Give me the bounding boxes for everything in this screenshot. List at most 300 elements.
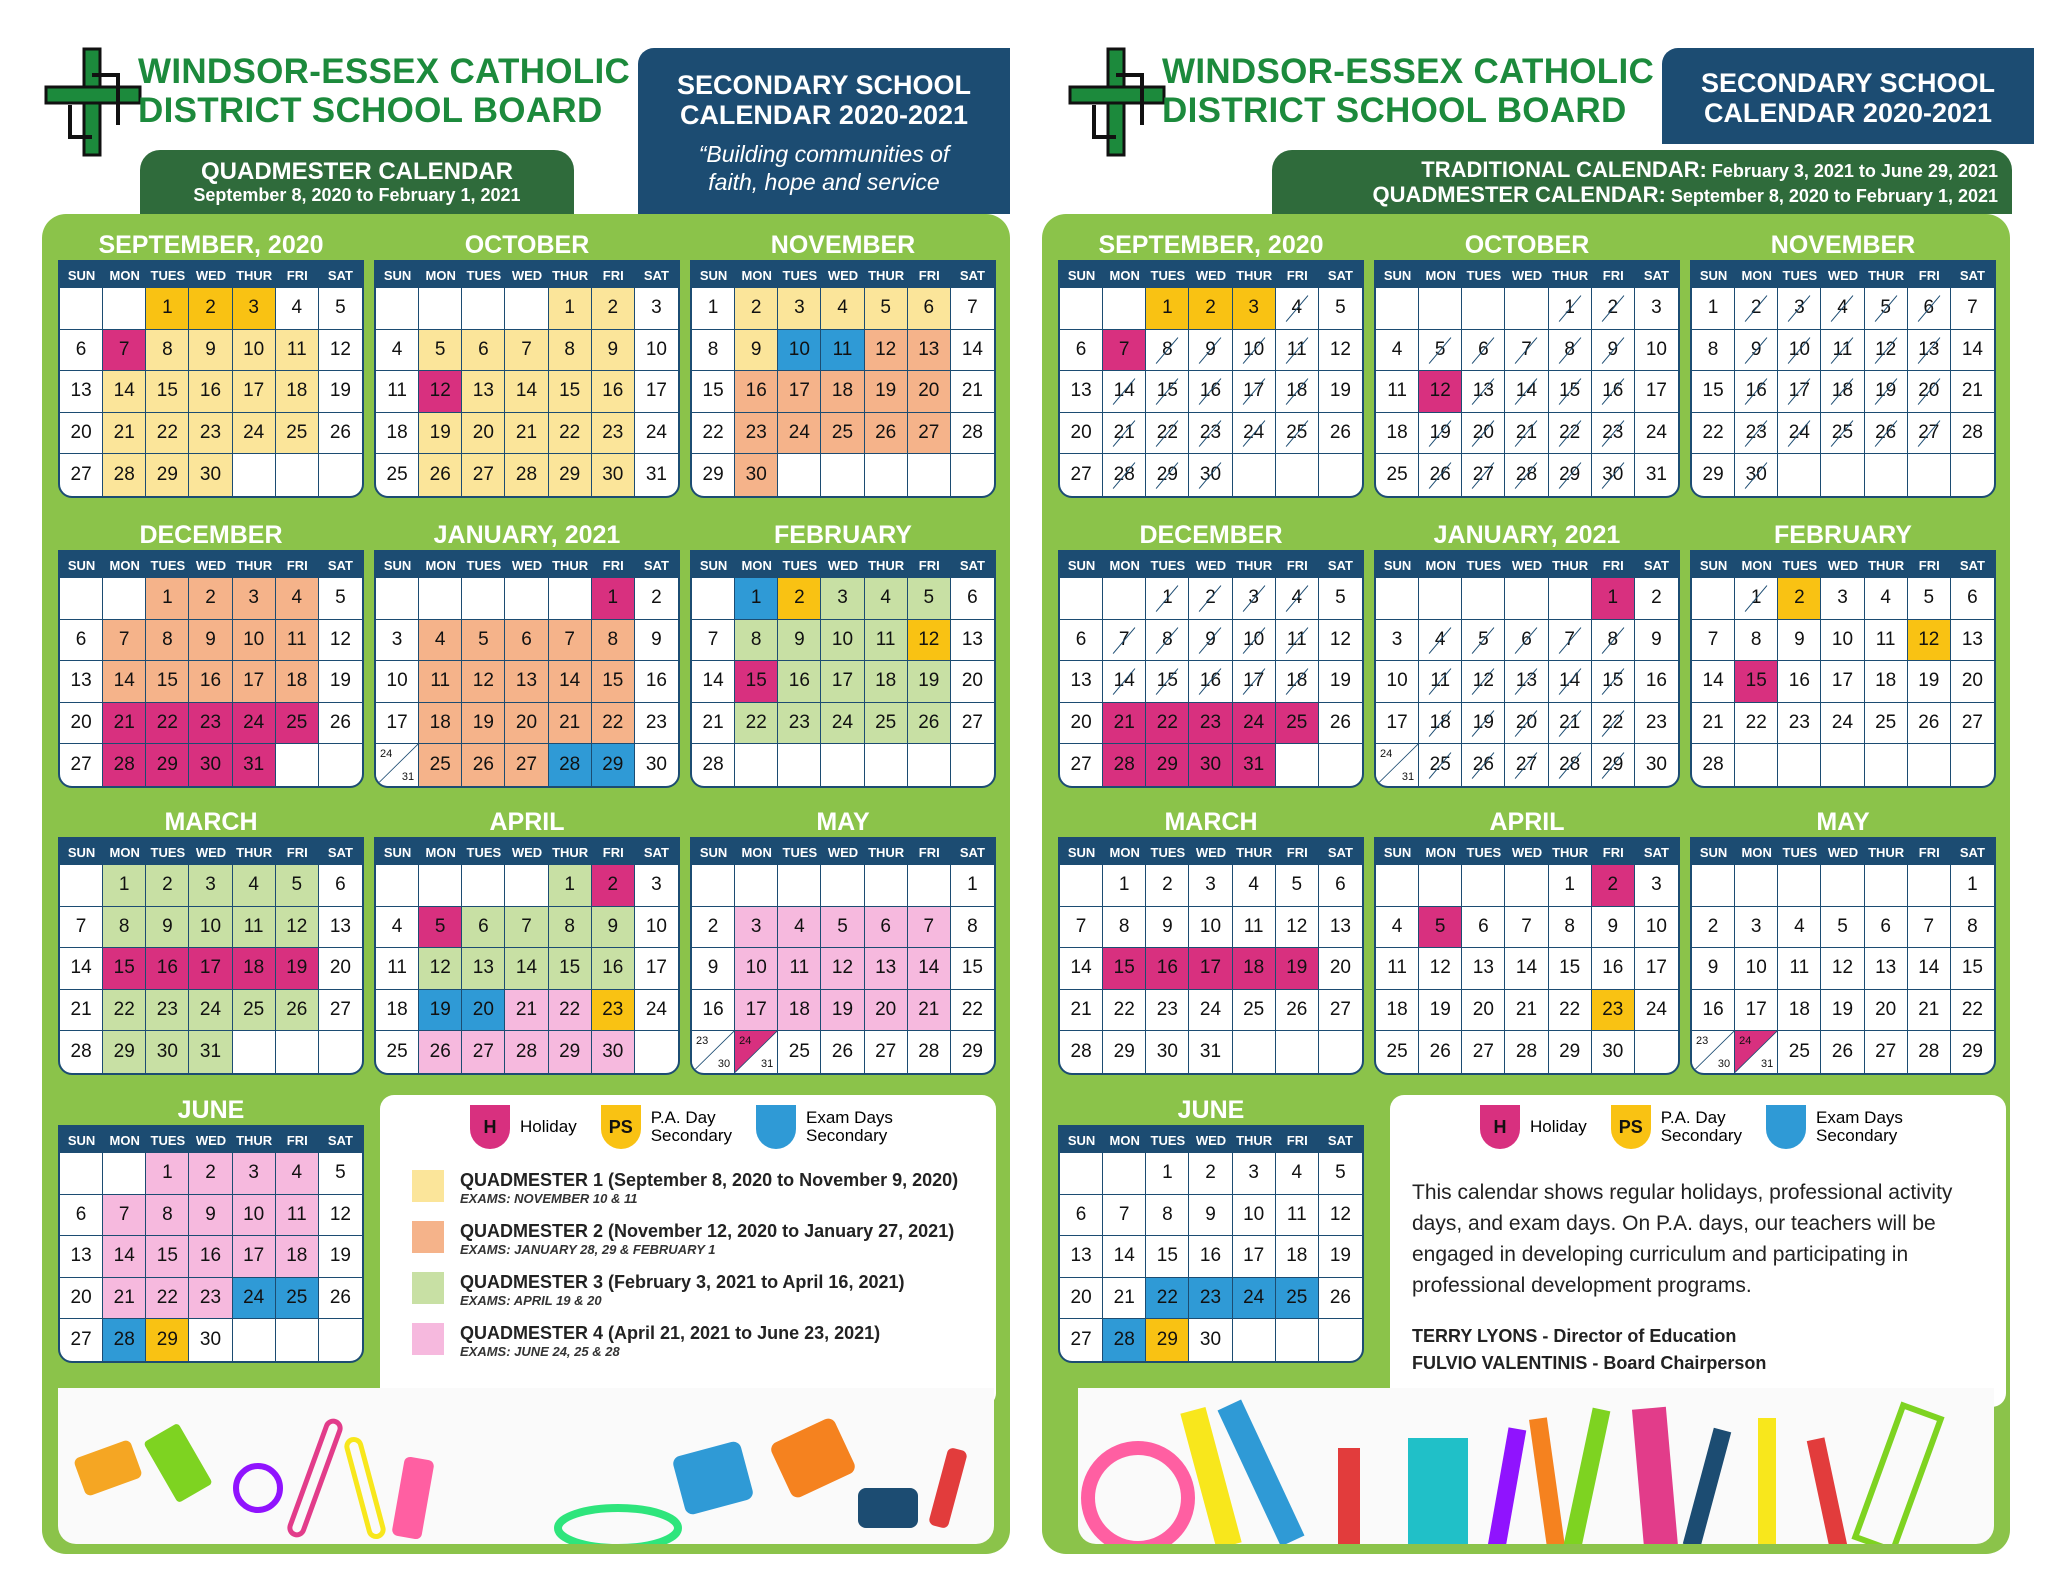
split-day-cell <box>692 1031 735 1073</box>
day-cell: 30 <box>592 454 635 496</box>
weekday-header: TUES <box>150 268 186 283</box>
day-number: 23 <box>1696 1035 1709 1047</box>
day-cell: 19 <box>319 661 362 703</box>
day-cell: 22 <box>103 990 146 1032</box>
day-cell: 2 <box>1189 578 1232 620</box>
day-cell: 4 <box>1865 578 1908 620</box>
day-cell: 21 <box>103 413 146 455</box>
day-cell: 7 <box>103 620 146 662</box>
month-title: JANUARY, 2021 <box>433 521 621 549</box>
weekday-header: SUN <box>383 268 412 283</box>
day-cell: 12 <box>462 661 505 703</box>
day-cell: 17 <box>189 948 232 990</box>
weekday-header: FRI <box>1602 845 1624 860</box>
day-cell: 4 <box>1276 1153 1319 1195</box>
empty-day-cell <box>1419 578 1462 620</box>
day-cell: 20 <box>865 990 908 1032</box>
day-cell: 29 <box>961 1040 983 1062</box>
day-cell: 18 <box>419 703 462 745</box>
day-cell: 18 <box>276 1236 319 1278</box>
empty-day-cell <box>1060 578 1103 620</box>
day-cell: 19 <box>821 990 864 1032</box>
day-cell: 30 <box>189 744 232 786</box>
day-cell: 28 <box>1549 744 1592 786</box>
weekday-header: TUES <box>1150 845 1186 860</box>
day-cell: 22 <box>1951 990 1994 1032</box>
day-cell: 28 <box>951 413 994 455</box>
weekday-header: FRI <box>1602 558 1624 573</box>
day-cell: 13 <box>1060 1236 1103 1278</box>
month-title: JUNE <box>1177 1096 1245 1124</box>
day-cell: 20 <box>1951 661 1994 703</box>
day-cell: 18 <box>1419 703 1462 745</box>
weekday-header: TUES <box>466 558 502 573</box>
empty-day-cell <box>1060 288 1103 330</box>
day-cell: 23 <box>1189 703 1232 745</box>
empty-day-cell <box>103 578 146 620</box>
day-cell: 2 <box>1146 865 1189 907</box>
empty-day-cell <box>1549 578 1592 620</box>
day-cell: 18 <box>865 661 908 703</box>
day-cell: 25 <box>1419 744 1462 786</box>
weekday-header: MON <box>425 268 456 283</box>
weekday-header: THUR <box>1868 845 1905 860</box>
day-number: 24 <box>1739 1035 1752 1047</box>
weekday-header: SAT <box>959 558 985 573</box>
day-cell: 16 <box>1692 990 1735 1032</box>
day-cell: 11 <box>1821 330 1864 372</box>
day-cell: 10 <box>1189 907 1232 949</box>
day-cell: 23 <box>189 703 232 745</box>
day-cell: 8 <box>1549 907 1592 949</box>
empty-day-cell <box>462 865 505 907</box>
empty-day-cell <box>1233 1031 1276 1073</box>
weekday-header: TUES <box>1782 558 1818 573</box>
day-cell: 20 <box>462 413 505 455</box>
month-title: SEPTEMBER, 2020 <box>1098 231 1324 259</box>
day-cell: 25 <box>778 1031 821 1073</box>
day-cell: 7 <box>549 620 592 662</box>
day-cell: 25 <box>233 990 276 1032</box>
weekday-header: FRI <box>918 558 940 573</box>
split-day-cell <box>1692 1031 1735 1073</box>
empty-day-cell <box>1462 578 1505 620</box>
empty-day-cell <box>233 1031 276 1073</box>
weekday-header: SUN <box>1067 558 1096 573</box>
day-cell: 7 <box>1103 1195 1146 1237</box>
day-cell: 26 <box>821 1031 864 1073</box>
empty-day-cell <box>1276 454 1319 496</box>
day-cell: 23 <box>189 413 232 455</box>
weekday-header: MON <box>425 845 456 860</box>
day-cell: 2 <box>592 288 635 330</box>
day-cell: 27 <box>60 1319 103 1361</box>
empty-day-cell <box>1276 1319 1319 1361</box>
day-cell: 7 <box>60 907 103 949</box>
day-cell: 14 <box>505 371 548 413</box>
day-cell: 7 <box>1908 907 1951 949</box>
day-cell: 6 <box>462 907 505 949</box>
day-cell: 13 <box>1908 330 1951 372</box>
weekday-header: TUES <box>150 1133 186 1148</box>
day-cell: 17 <box>1233 661 1276 703</box>
day-cell: 11 <box>1276 620 1319 662</box>
day-cell: 22 <box>1146 413 1189 455</box>
month-calendar <box>1058 516 1364 788</box>
day-cell: 20 <box>1319 948 1362 990</box>
day-cell: 20 <box>462 990 505 1032</box>
day-cell: 12 <box>1319 620 1362 662</box>
day-cell: 18 <box>1376 990 1419 1032</box>
day-cell: 6 <box>1865 907 1908 949</box>
weekday-header: FRI <box>1918 845 1940 860</box>
weekday-header: SUN <box>699 558 728 573</box>
month-calendar <box>1058 1091 1364 1363</box>
month-calendar <box>374 226 680 498</box>
day-cell: 22 <box>1146 703 1189 745</box>
day-cell: 9 <box>1592 330 1635 372</box>
day-cell: 14 <box>1549 661 1592 703</box>
day-cell: 8 <box>1735 620 1778 662</box>
day-cell: 21 <box>1103 703 1146 745</box>
empty-day-cell <box>951 454 994 496</box>
weekday-header: THUR <box>868 268 905 283</box>
day-cell: 10 <box>1635 330 1678 372</box>
day-cell: 20 <box>1865 990 1908 1032</box>
day-cell: 17 <box>233 661 276 703</box>
month-title: DECEMBER <box>139 521 283 549</box>
day-cell: 1 <box>1146 578 1189 620</box>
day-cell: 8 <box>549 330 592 372</box>
day-cell: 21 <box>692 703 735 745</box>
day-cell: 13 <box>908 330 951 372</box>
empty-day-cell <box>1376 578 1419 620</box>
day-cell: 15 <box>692 371 735 413</box>
day-cell: 29 <box>103 1031 146 1073</box>
day-cell: 26 <box>908 703 951 745</box>
day-cell: 26 <box>865 413 908 455</box>
day-cell: 6 <box>1060 620 1103 662</box>
day-cell: 5 <box>1908 578 1951 620</box>
day-cell: 15 <box>592 661 635 703</box>
day-cell: 30 <box>592 1031 635 1073</box>
day-cell: 13 <box>1319 907 1362 949</box>
day-cell: 28 <box>908 1031 951 1073</box>
day-cell: 10 <box>233 620 276 662</box>
day-cell: 21 <box>1908 990 1951 1032</box>
weekday-header: THUR <box>868 558 905 573</box>
empty-day-cell <box>1419 865 1462 907</box>
day-cell: 4 <box>1276 288 1319 330</box>
day-cell: 21 <box>1060 990 1103 1032</box>
day-cell: 1 <box>549 865 592 907</box>
day-cell: 22 <box>1549 413 1592 455</box>
day-cell: 29 <box>1146 1319 1189 1361</box>
day-cell: 6 <box>1908 288 1951 330</box>
empty-day-cell <box>505 865 548 907</box>
day-cell: 20 <box>1908 371 1951 413</box>
day-cell: 10 <box>778 330 821 372</box>
quadmester-tab: QUADMESTER CALENDAR September 8, 2020 to February 1, 2021 <box>140 150 574 214</box>
day-cell: 23 <box>189 1278 232 1320</box>
day-cell: 16 <box>1592 948 1635 990</box>
weekday-header: TUES <box>782 558 818 573</box>
day-cell: 2 <box>778 578 821 620</box>
day-cell: 5 <box>319 578 362 620</box>
day-cell: 9 <box>189 1195 232 1237</box>
empty-day-cell <box>1103 578 1146 620</box>
day-cell: 27 <box>1060 454 1103 496</box>
day-cell: 7 <box>505 330 548 372</box>
day-cell: 6 <box>462 330 505 372</box>
day-cell: 12 <box>276 907 319 949</box>
day-cell: 24 <box>1821 703 1864 745</box>
weekday-header: SAT <box>643 268 669 283</box>
day-cell: 14 <box>1505 948 1548 990</box>
month-title: NOVEMBER <box>770 231 916 259</box>
weekday-header: TUES <box>1150 268 1186 283</box>
weekday-header: SUN <box>1067 1133 1096 1148</box>
day-number: 24 <box>380 748 393 760</box>
day-cell: 10 <box>1635 907 1678 949</box>
empty-day-cell <box>908 744 951 786</box>
day-cell: 15 <box>1735 661 1778 703</box>
day-cell: 4 <box>1821 288 1864 330</box>
weekday-header: WED <box>1195 845 1227 860</box>
day-cell: 31 <box>189 1031 232 1073</box>
day-cell: 27 <box>60 744 103 786</box>
day-cell: 3 <box>635 865 678 907</box>
day-cell: 11 <box>1233 907 1276 949</box>
day-cell: 11 <box>1865 620 1908 662</box>
day-cell: 26 <box>1419 454 1462 496</box>
weekday-header: THUR <box>1236 558 1273 573</box>
day-cell: 5 <box>908 578 951 620</box>
empty-day-cell <box>1778 865 1821 907</box>
day-cell: 10 <box>635 907 678 949</box>
day-cell: 27 <box>1462 1031 1505 1073</box>
weekday-header: WED <box>1827 845 1859 860</box>
day-cell: 17 <box>1735 990 1778 1032</box>
day-cell: 16 <box>1189 1236 1232 1278</box>
empty-day-cell <box>1735 744 1778 786</box>
day-cell: 12 <box>865 330 908 372</box>
day-cell: 3 <box>1233 578 1276 620</box>
weekday-header: THUR <box>552 558 589 573</box>
weekday-header: SUN <box>1383 268 1412 283</box>
school-supplies-illustration <box>58 1388 994 1544</box>
day-cell: 25 <box>1276 413 1319 455</box>
month-calendar <box>690 226 996 498</box>
day-cell: 10 <box>1233 1195 1276 1237</box>
day-cell: 16 <box>1778 661 1821 703</box>
weekday-header: FRI <box>602 558 624 573</box>
day-cell: 21 <box>1103 1278 1146 1320</box>
day-cell: 6 <box>1060 330 1103 372</box>
month-title: MARCH <box>1164 808 1258 836</box>
day-cell: 5 <box>1865 288 1908 330</box>
day-cell: 4 <box>1376 330 1419 372</box>
day-cell: 29 <box>549 454 592 496</box>
day-cell: 23 <box>146 990 189 1032</box>
month-calendar <box>374 516 680 788</box>
day-cell: 1 <box>1692 288 1735 330</box>
day-cell: 23 <box>778 703 821 745</box>
day-cell: 28 <box>549 744 592 786</box>
day-cell: 26 <box>319 413 362 455</box>
day-cell: 27 <box>1319 990 1362 1032</box>
day-cell: 20 <box>1462 413 1505 455</box>
weekday-header: SUN <box>67 1133 96 1148</box>
day-cell: 6 <box>1462 907 1505 949</box>
day-cell: 22 <box>146 413 189 455</box>
day-cell: 1 <box>1103 865 1146 907</box>
day-cell: 22 <box>1103 990 1146 1032</box>
day-cell: 6 <box>60 1195 103 1237</box>
empty-day-cell <box>1103 1153 1146 1195</box>
day-cell: 19 <box>1821 990 1864 1032</box>
day-cell: 24 <box>233 703 276 745</box>
day-cell: 28 <box>60 1031 103 1073</box>
weekday-header: SUN <box>383 845 412 860</box>
day-cell: 2 <box>1692 907 1735 949</box>
day-cell: 15 <box>549 948 592 990</box>
day-number: 31 <box>1401 770 1415 783</box>
day-cell: 17 <box>821 661 864 703</box>
day-cell: 25 <box>1276 1278 1319 1320</box>
day-cell: 9 <box>1692 948 1735 990</box>
day-cell: 16 <box>735 371 778 413</box>
empty-day-cell <box>1951 454 1994 496</box>
day-cell: 1 <box>146 1153 189 1195</box>
day-cell: 26 <box>1908 703 1951 745</box>
month-calendar <box>58 226 364 498</box>
day-cell: 11 <box>376 371 419 413</box>
empty-day-cell <box>951 744 994 786</box>
day-cell: 22 <box>549 413 592 455</box>
weekday-header: SAT <box>1327 558 1353 573</box>
weekday-header: MON <box>1109 845 1140 860</box>
day-cell: 27 <box>1060 744 1103 786</box>
day-cell: 16 <box>146 948 189 990</box>
day-cell: 9 <box>1735 330 1778 372</box>
day-cell: 12 <box>1319 1195 1362 1237</box>
day-cell: 7 <box>1549 620 1592 662</box>
day-cell: 25 <box>1865 703 1908 745</box>
weekday-header: TUES <box>1466 268 1502 283</box>
day-cell: 12 <box>1908 620 1951 662</box>
empty-day-cell <box>376 865 419 907</box>
empty-day-cell <box>735 744 778 786</box>
weekday-header: MON <box>1425 268 1456 283</box>
day-cell: 5 <box>1319 288 1362 330</box>
day-cell: 17 <box>1376 703 1419 745</box>
empty-day-cell <box>60 288 103 330</box>
day-cell: 18 <box>376 413 419 455</box>
day-cell: 25 <box>1778 1031 1821 1073</box>
day-cell: 10 <box>1821 620 1864 662</box>
day-cell: 27 <box>462 454 505 496</box>
day-cell: 7 <box>103 330 146 372</box>
day-cell: 15 <box>1549 948 1592 990</box>
empty-day-cell <box>1865 865 1908 907</box>
day-cell: 18 <box>1821 371 1864 413</box>
day-cell: 28 <box>1505 454 1548 496</box>
day-cell: 10 <box>1233 620 1276 662</box>
day-cell: 30 <box>1146 1031 1189 1073</box>
day-cell: 28 <box>103 1319 146 1361</box>
day-cell: 21 <box>103 1278 146 1320</box>
weekday-header: MON <box>1741 845 1772 860</box>
day-cell: 25 <box>1376 1031 1419 1073</box>
day-cell: 26 <box>1276 990 1319 1032</box>
day-cell: 17 <box>1233 1236 1276 1278</box>
day-cell: 29 <box>1961 1040 1983 1062</box>
day-cell: 15 <box>1146 1236 1189 1278</box>
empty-day-cell <box>1821 454 1864 496</box>
empty-day-cell <box>908 865 951 907</box>
day-cell: 30 <box>1189 454 1232 496</box>
day-cell: 1 <box>735 578 778 620</box>
weekday-header: SAT <box>1959 845 1985 860</box>
day-cell: 10 <box>821 620 864 662</box>
weekday-header: TUES <box>150 845 186 860</box>
day-cell: 12 <box>1419 371 1462 413</box>
day-cell: 20 <box>908 371 951 413</box>
day-cell: 27 <box>462 1031 505 1073</box>
month-calendar <box>690 803 996 1075</box>
split-day-cell <box>735 1031 778 1073</box>
day-cell: 16 <box>1635 661 1678 703</box>
day-cell: 27 <box>951 703 994 745</box>
quadmester-item: QUADMESTER 3 (February 3, 2021 to April 16, 2021) EXAMS: APRIL 19 & 20 <box>412 1272 958 1308</box>
weekday-header: SAT <box>1327 1133 1353 1148</box>
day-cell: 15 <box>951 948 994 990</box>
day-cell: 19 <box>1419 990 1462 1032</box>
day-cell: 8 <box>146 620 189 662</box>
day-cell: 25 <box>1376 454 1419 496</box>
day-cell: 30 <box>189 1319 232 1361</box>
empty-day-cell <box>1319 1319 1362 1361</box>
day-cell: 15 <box>103 948 146 990</box>
day-cell: 7 <box>1060 907 1103 949</box>
day-cell: 7 <box>951 288 994 330</box>
day-cell: 22 <box>146 1278 189 1320</box>
weekday-header: SAT <box>327 558 353 573</box>
day-cell: 31 <box>233 744 276 786</box>
day-cell: 2 <box>635 578 678 620</box>
day-cell: 7 <box>1103 330 1146 372</box>
month-calendar <box>690 516 996 788</box>
weekday-header: FRI <box>286 1133 308 1148</box>
weekday-header: THUR <box>236 558 273 573</box>
weekday-header: SUN <box>67 268 96 283</box>
day-cell: 17 <box>635 371 678 413</box>
weekday-header: THUR <box>1236 1133 1273 1148</box>
board-name: WINDSOR-ESSEX CATHOLIC DISTRICT SCHOOL BOARD <box>1162 52 1655 130</box>
day-cell: 19 <box>1319 661 1362 703</box>
day-number: 31 <box>1761 1057 1774 1070</box>
weekday-header: WED <box>1195 268 1227 283</box>
day-cell: 15 <box>549 371 592 413</box>
day-cell: 8 <box>1951 907 1994 949</box>
empty-day-cell <box>908 454 951 496</box>
day-cell: 17 <box>233 1236 276 1278</box>
day-cell: 20 <box>1060 413 1103 455</box>
day-cell: 13 <box>1865 948 1908 990</box>
empty-day-cell <box>276 744 319 786</box>
empty-day-cell <box>1376 865 1419 907</box>
